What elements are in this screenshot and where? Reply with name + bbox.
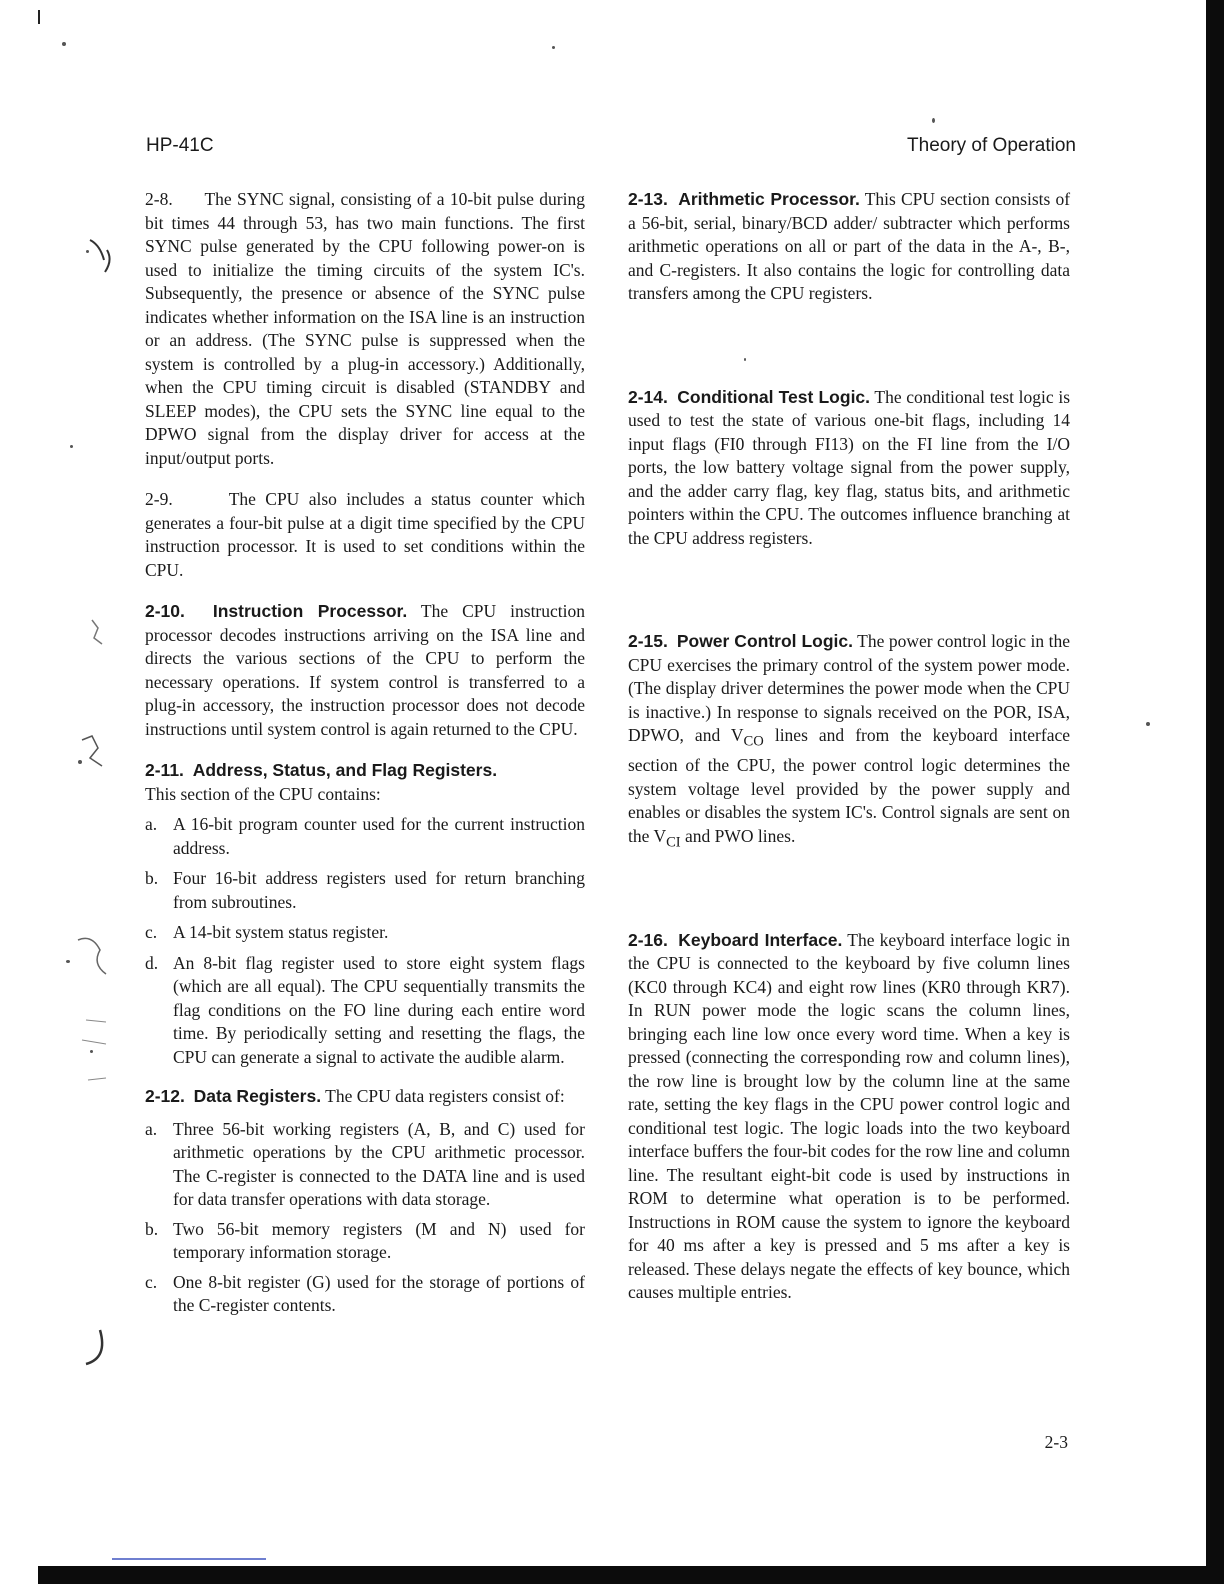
list-address-registers <box>145 813 585 1069</box>
section-title: Power Control Logic. <box>676 631 853 651</box>
list-item <box>145 867 585 914</box>
scan-blue-line <box>112 1558 266 1560</box>
paragraph-2-13 <box>628 188 1070 306</box>
scan-speck <box>1146 722 1150 726</box>
list-letter: c. <box>145 922 158 942</box>
paragraph-text: The power control logic in the CPU exercises the primary control of the system power mode. (The display driver determines the power mode when the CPU is inactive.) In response to signals received on the POR, ISA, DPWO, and V <box>628 631 1070 745</box>
paragraph-number: 2-8. <box>145 189 173 209</box>
section-number: 2-12. <box>145 1086 185 1106</box>
paragraph-text: The keyboard interface logic in the CPU is connected to the keyboard by five column lines (KC0 through KC4) and eight row lines (KR0 through KR7). In RUN power mode the logic scans the column lines, bringing each line low once every word time. When a key is pressed (connecting the corresponding row and column lines), the row line is brought low by the column line at the same rate, setting the key flags in the CPU power control logic and conditional test logic. The logic loads into the two keyboard interface buffers the four-bit codes for the row line and column line. The resultant eight-bit code is used by instructions in ROM to determine what operation is to be performed. Instructions in ROM cause the system to ignore the keyboard for 40 ms after a key is pressed and 5 ms after a key is released. These delays negate the effects of key bounce, which causes multiple entries. <box>628 929 1071 1302</box>
scan-speck <box>62 42 66 46</box>
list-letter: d. <box>145 952 159 973</box>
section-title: Address, Status, and Flag Registers. <box>192 760 498 780</box>
section-number: 2-13. <box>628 189 668 209</box>
paragraph-2-12 <box>145 1085 585 1109</box>
section-number: 2-11. <box>145 760 184 780</box>
left-column <box>145 188 585 1318</box>
section-title: Arithmetic Processor. <box>678 189 860 209</box>
subscript-co: CO <box>743 733 764 750</box>
header-model: HP-41C <box>146 135 214 156</box>
list-item <box>145 1271 585 1318</box>
paragraph-intro: This section of the CPU contains: <box>145 783 381 804</box>
section-title: Instruction Processor. <box>212 601 408 621</box>
list-letter: a. <box>145 1118 158 1139</box>
paragraph-text: and PWO lines. <box>680 825 796 846</box>
right-column <box>628 188 1070 1305</box>
paragraph-number: 2-9. <box>145 489 173 509</box>
section-number: 2-15. <box>628 631 668 651</box>
list-text: One 8-bit register (G) used for the storage of portions of the C-register contents. <box>173 1271 585 1315</box>
scan-speck <box>552 46 555 49</box>
scan-speck <box>932 118 935 123</box>
list-text: Four 16-bit address registers used for return branching from subroutines. <box>173 868 585 912</box>
subscript-ci: CI <box>666 834 681 850</box>
margin-scan-noise <box>52 180 132 1480</box>
section-title: Conditional Test Logic. <box>677 386 871 407</box>
paragraph-2-9 <box>145 488 585 582</box>
list-item <box>145 921 585 945</box>
list-item <box>145 1118 585 1212</box>
list-data-registers <box>145 1118 585 1318</box>
section-title: Data Registers. <box>193 1086 322 1106</box>
paragraph-2-8 <box>145 188 585 470</box>
list-text: Three 56-bit working registers (A, B, and C) used for arithmetic operations by the CPU arithmetic processor. The C-register is connected to the DATA line and is used for data transfer operations with data storage. <box>173 1118 585 1209</box>
paragraph-2-11 <box>145 759 585 806</box>
section-number: 2-16. <box>628 929 668 950</box>
header-section-title: Theory of Operation <box>907 135 1076 156</box>
paragraph-intro: The CPU data registers consist of: <box>325 1086 565 1106</box>
paragraph-2-10 <box>145 600 585 741</box>
list-letter: b. <box>145 1218 159 1239</box>
list-letter: c. <box>145 1271 158 1292</box>
list-item <box>145 813 585 860</box>
list-letter: b. <box>145 868 159 888</box>
list-text: An 8-bit flag register used to store eight system flags (which are all equal). The CPU sequentially transmits the flag conditions on the FO line during each entire word time. By periodically setting and resetting the flags, the CPU can generate a signal to activate the audible alarm. <box>173 952 585 1067</box>
scan-edge-left <box>38 10 40 24</box>
section-title: Keyboard Interface. <box>678 929 843 950</box>
list-item <box>145 1218 585 1265</box>
list-item <box>145 952 585 1070</box>
section-number: 2-10. <box>145 601 185 621</box>
section-number: 2-14. <box>628 386 668 407</box>
list-text: A 16-bit program counter used for the current instruction address. <box>173 814 585 858</box>
paragraph-text: This CPU section consists of a 56-bit, serial, binary/BCD adder/ subtracter which performs arithmetic operations on all or part of the data in the A-, B-, and C-registers. It also contains the logic for controlling data transfers among the CPU registers. <box>628 189 1071 303</box>
paragraph-text: The CPU also includes a status counter which generates a four-bit pulse at a digit time specified by the CPU instruction processor. It is used to set conditions within the CPU. <box>145 489 585 580</box>
paragraph-2-16 <box>628 929 1070 1305</box>
list-text: Two 56-bit memory registers (M and N) used for temporary information storage. <box>173 1218 585 1262</box>
scan-edge-bottom <box>38 1566 1224 1584</box>
scan-edge-right <box>1206 0 1224 1584</box>
list-letter: a. <box>145 814 158 834</box>
paragraph-2-14 <box>628 386 1070 551</box>
paragraph-text: The SYNC signal, consisting of a 10-bit pulse during bit times 44 through 53, has two main functions. The first SYNC pulse generated by the CPU following power-on is used to initialize the timing circuits of the system IC's. Subsequently, the presence or absence of the SYNC pulse indicates whether information on the ISA line is an instruction or an address. (The SYNC pulse is suppressed when the system is controlled by a plug-in accessory.) Additionally, when the CPU timing circuit is disabled (STANDBY and SLEEP modes), the CPU sets the SYNC line equal to the DPWO signal from the display driver for access at the input/output ports. <box>145 189 585 468</box>
list-text: A 14-bit system status register. <box>173 922 389 942</box>
paragraph-2-15 <box>628 630 1070 855</box>
paragraph-text: lines and from the keyboard interface section of the CPU, the power control logic determines the system voltage level provided by the power supply and enables or disables the system IC's. Control signals are sent on the V <box>628 725 1070 846</box>
paragraph-text: The CPU instruction processor decodes instructions arriving on the ISA line and directs the various sections of the CPU to perform the necessary operations. If system control is transferred to a plug-in accessory, the instruction processor does not decode instructions until system control is again returned to the CPU. <box>145 601 585 739</box>
paragraph-text: The conditional test logic is used to test the state of various one-bit flags, including 14 input flags (FI0 through FI13) on the FI line from the I/O ports, the low battery voltage signal from the power supply, and the adder carry flag, key flag, status bits, and arithmetic pointers within the CPU. The outcomes influence branching at the CPU address registers. <box>628 386 1071 548</box>
page-number: 2-3 <box>1044 1432 1068 1452</box>
